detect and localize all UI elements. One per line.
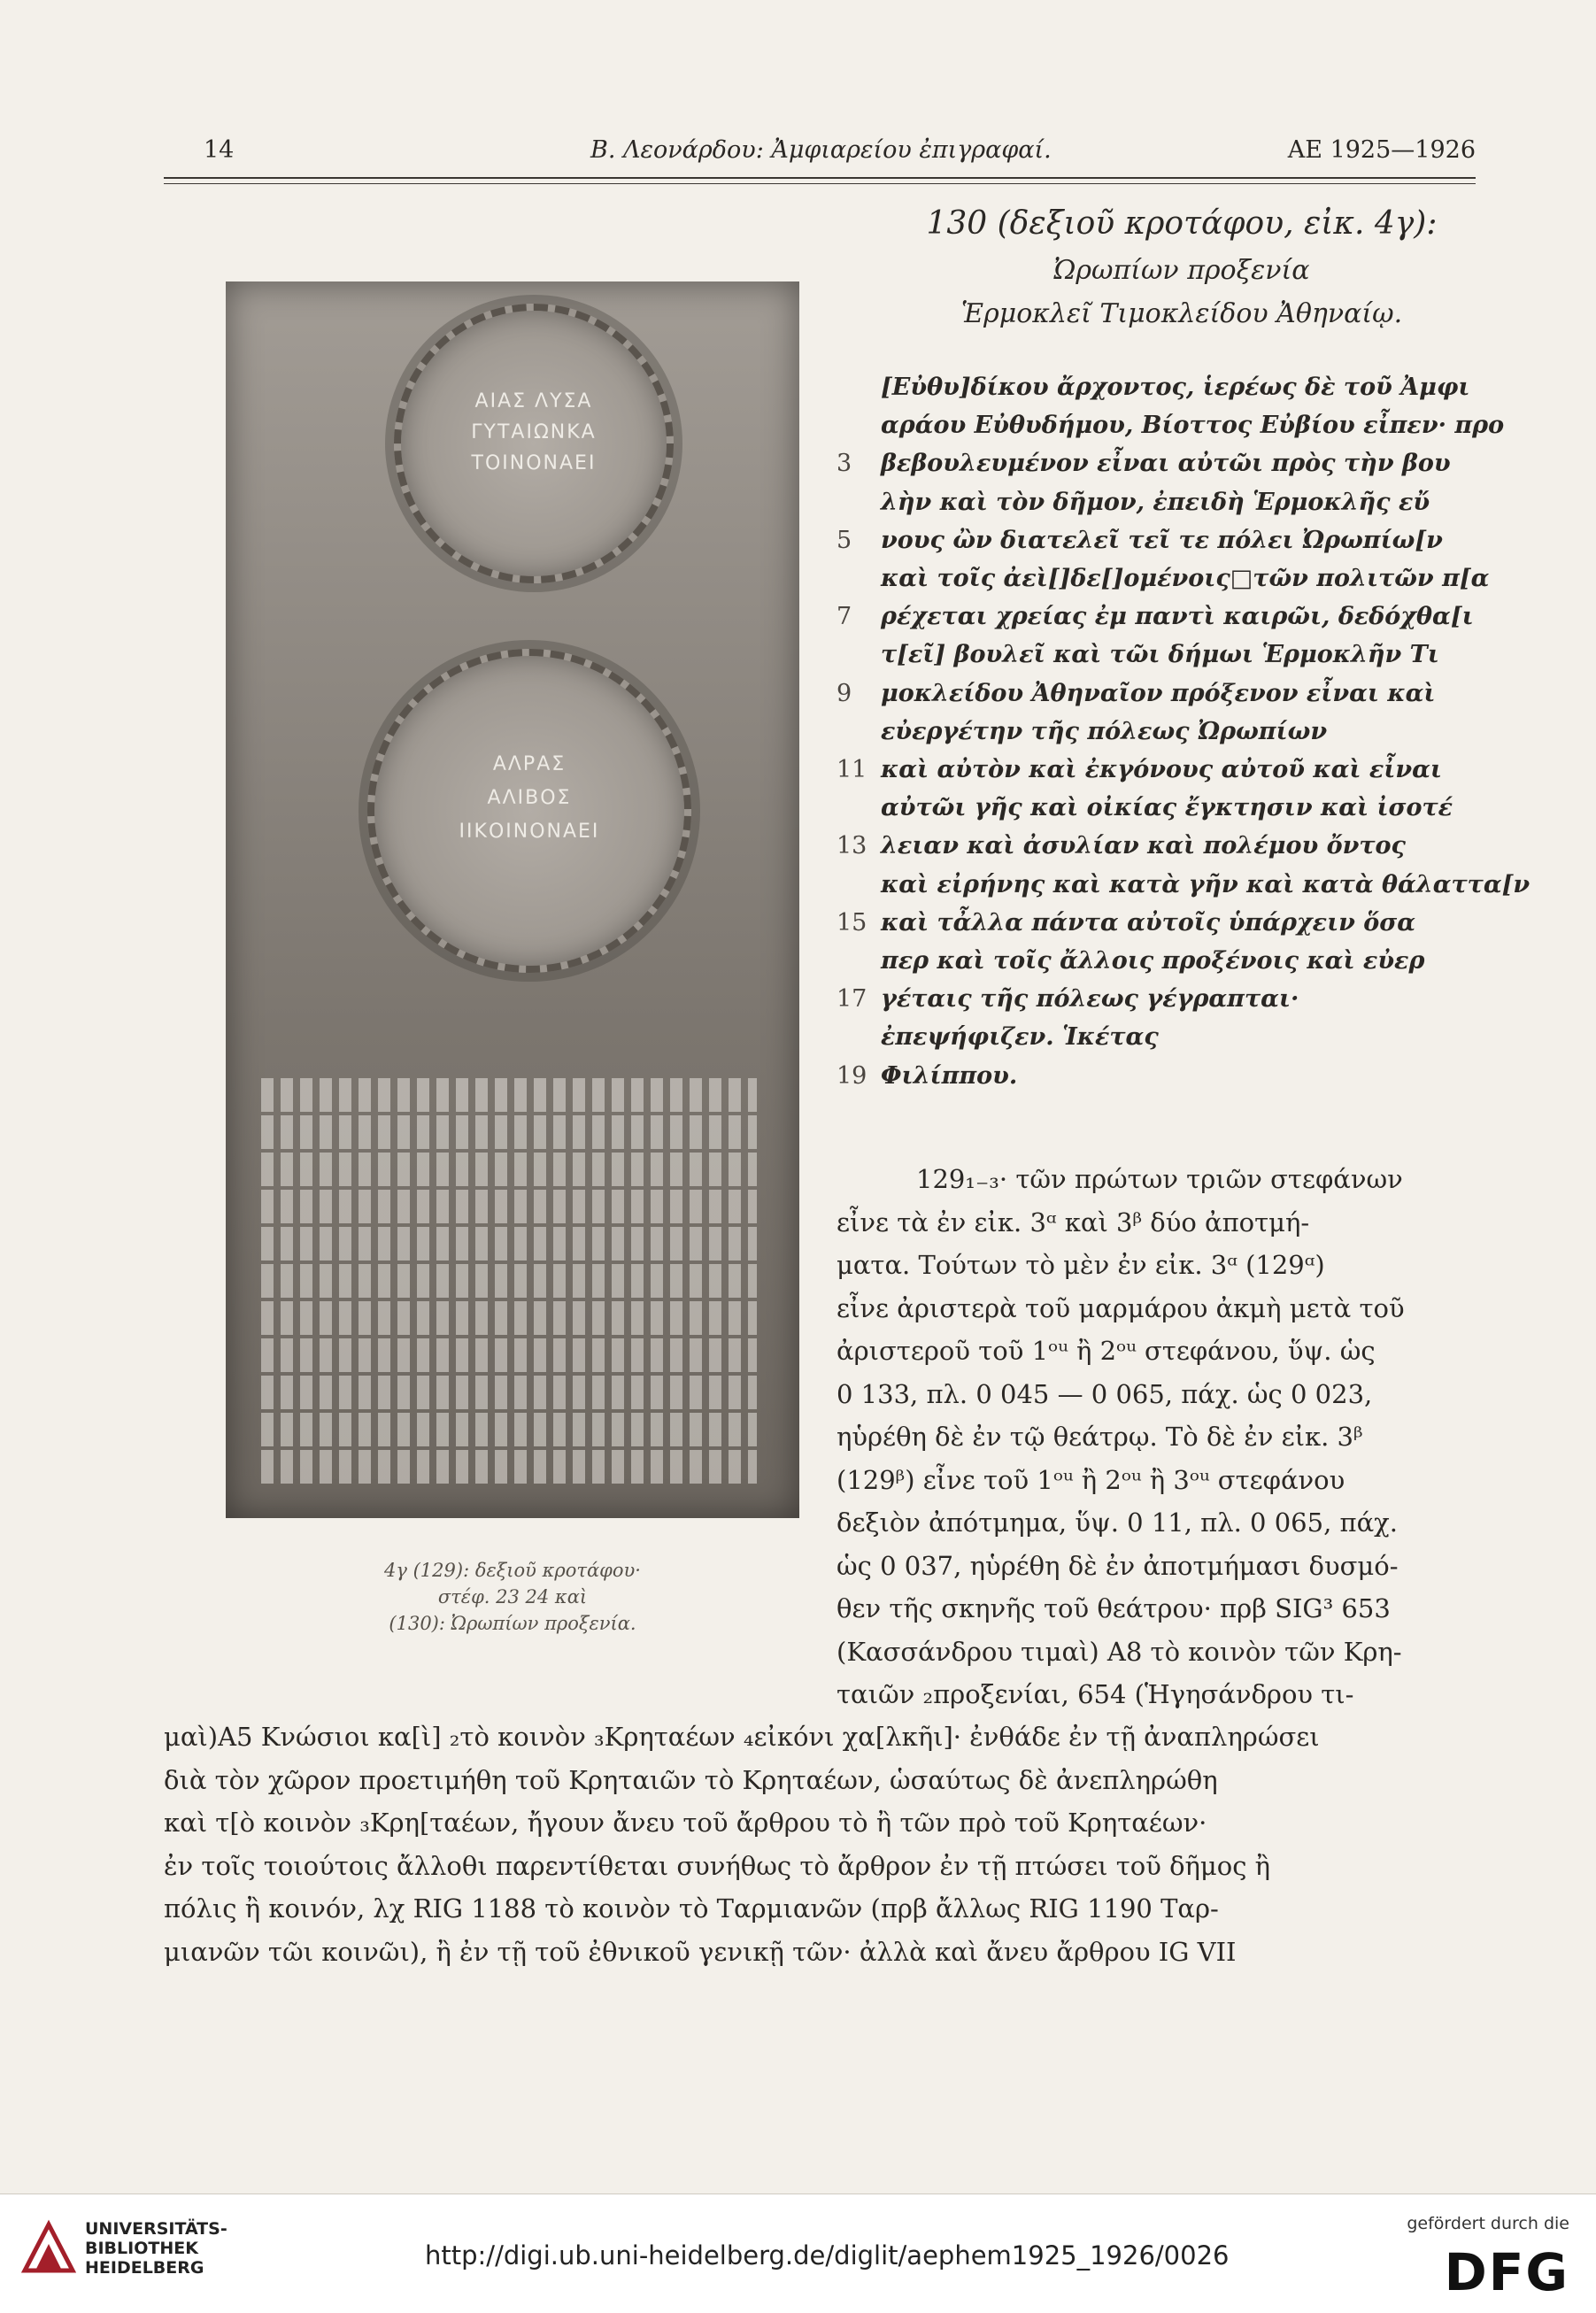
library-name-line: UNIVERSITÄTS- [85, 2219, 227, 2239]
inscription-photograph [226, 281, 799, 1518]
inscription-line-text: τ[εῖ] βουλεῖ καὶ τῶι δήμωι Ἑρμοκλῆν Τι [881, 641, 1439, 669]
inscription-line-text: βεβουλευμένον εἶναι αὐτῶι πρὸς τὴν βου [881, 450, 1451, 478]
inscription-line-text: καὶ αὐτὸν καὶ ἐκγόνους αὐτοῦ καὶ εἶναι [881, 756, 1442, 783]
line-number: 5 [837, 526, 852, 554]
dfg-logo: DFG [1444, 2242, 1569, 2302]
inscription-line [837, 603, 1483, 638]
entry-honoree: Ἑρμοκλεῖ Τιμοκλείδου Ἀθηναίῳ. [960, 298, 1403, 329]
commentary-line: ηὑρέθη δὲ ἐν τῷ θεάτρῳ. Τὸ δὲ ἐν εἰκ. 3ᵝ [837, 1422, 1363, 1452]
wreath-relief-upper [394, 304, 674, 583]
inscription-line-text: περ καὶ τοῖς ἄλλοις προξένοις καὶ εὐερ [881, 947, 1425, 975]
inscription-line-text: ρέχεται χρείας ἐμ παντὶ καιρῶι, δεδόχθα[ι [881, 603, 1474, 631]
line-number: 17 [837, 985, 867, 1014]
inscription-line [837, 756, 1483, 791]
inscription-line [837, 870, 1530, 906]
figure-caption-line: στέφ. 23 24 καὶ [437, 1586, 588, 1608]
line-number: 15 [837, 908, 867, 937]
figure-caption-line: (130): Ὠρωπίων προξενία. [389, 1613, 636, 1634]
commentary-line: ταιῶν ₂προξενίαι, 654 (Ἡγησάνδρου τι- [837, 1679, 1354, 1709]
library-name-line: BIBLIOTHEK [85, 2239, 198, 2258]
commentary-line: καὶ τ[ὸ κοινὸν ₃Κρη[ταέων, ἤγουν ἄνευ τοῦ ἄρθρου τὸ ἢ τῶν πρὸ τοῦ Κρηταέων· [164, 1808, 1207, 1838]
commentary-line: 129₁₋₃· τῶν πρώτων τριῶν στεφάνων [916, 1164, 1403, 1194]
inscription-line [837, 909, 1483, 944]
wreath-inscription-line: ΙΙΚΟΙΝΟΝΑΕΙ [459, 821, 600, 843]
inscription-line [837, 565, 1490, 600]
inscription-line-text: καὶ εἰρήνης καὶ κατὰ γῆν καὶ κατὰ θάλαττα[ν [881, 870, 1530, 898]
commentary-line: ἀριστεροῦ τοῦ 1ᵒᵘ ἢ 2ᵒᵘ στεφάνου, ὕψ. ὡς [837, 1336, 1376, 1366]
commentary-line: μαὶ)A5 Κνώσιοι κα[ὶ] ₂τὸ κοινὸν ₃Κρηταέων ₄εἰκόνι χα[λκῆι]· ἐνθάδε ἐν τῇ ἀναπληρώσει [164, 1722, 1320, 1752]
inscription-line-text: [Εὐθυ]δίκου ἄρχοντος, ἱερέως δὲ τοῦ Ἀμφι [881, 374, 1470, 401]
line-number: 19 [837, 1061, 867, 1090]
inscription-line-text: καὶ τοῖς ἀεὶ[]δε[]ομένοις□τῶν πολιτῶν π[α [881, 565, 1490, 592]
inscription-line [837, 947, 1483, 983]
line-number: 7 [837, 603, 852, 631]
inscription-line [837, 374, 1483, 409]
issue-label: ΑΕ 1925—1926 [1287, 136, 1476, 164]
inscription-line [837, 1023, 1483, 1059]
commentary-line: δεξιὸν ἀπότμημα, ὕψ. 0 11, πλ. 0 065, πάχ. [837, 1507, 1398, 1538]
inscription-line-text: Φιλίππου. [881, 1061, 1018, 1090]
commentary-line: διὰ τὸν χῶρον προετιμήθη τοῦ Κρηταιῶν τὸ Κρηταέων, ὡσαύτως δὲ ἀνεπληρώθη [164, 1764, 1218, 1795]
inscription-line-text: αράου Εὐθυδήμου, Βίοττος Εὐβίου εἶπεν· προ [881, 412, 1505, 440]
inscription-text-lines [261, 1078, 757, 1487]
inscription-line [837, 412, 1505, 447]
commentary-line: (129ᵝ) εἶνε τοῦ 1ᵒᵘ ἢ 2ᵒᵘ ἢ 3ᵒᵘ στεφάνου [837, 1464, 1345, 1495]
commentary-line: ἐν τοῖς τοιούτοις ἄλλοθι παρεντίθεται συνήθως τὸ ἄρθρον ἐν τῇ πτώσει τοῦ δῆμος ἢ [164, 1850, 1271, 1881]
inscription-line [837, 450, 1483, 485]
entry-subheading: Ὠρωπίων προξενία [1053, 255, 1310, 286]
inscription-line [837, 489, 1483, 524]
inscription-line [837, 1062, 1483, 1098]
inscription-line [837, 680, 1483, 715]
inscription-line [837, 985, 1483, 1021]
commentary-line: θεν τῆς σκηνῆς τοῦ θεάτρου· πρβ SIG³ 653 [837, 1593, 1391, 1623]
inscription-line [837, 527, 1483, 562]
commentary-line: πόλις ἢ κοινόν, λχ RIG 1188 τὸ κοινὸν τὸ Ταρμιανῶν (πρβ ἄλλως RIG 1190 Ταρ- [164, 1893, 1219, 1924]
commentary-line: μιανῶν τῶι κοινῶι), ἢ ἐν τῇ τοῦ ἐθνικοῦ γενικῇ τῶν· ἀλλὰ καὶ ἄνευ ἄρθρου IG VII [164, 1936, 1237, 1967]
inscription-line-text: νους ὢν διατελεῖ τεῖ τε πόλει Ὠρωπίω[ν [881, 526, 1443, 554]
line-number: 3 [837, 450, 852, 478]
line-number: 9 [837, 679, 852, 707]
digitization-footer [0, 2193, 1596, 2313]
commentary-line: εἶνε ἀριστερὰ τοῦ μαρμάρου ἀκμὴ μετὰ τοῦ [837, 1292, 1405, 1323]
inscription-line-text: λειαν καὶ ἀσυλίαν καὶ πολέμου ὄντος [881, 832, 1406, 860]
university-library-logo-icon [21, 2219, 76, 2274]
wreath-relief-lower [367, 649, 691, 973]
figure-caption-line: 4γ (129): δεξιοῦ κροτάφου· [384, 1560, 641, 1581]
inscription-line-text: γέταις τῆς πόλεως γέγραπται· [881, 985, 1299, 1014]
line-number: 11 [837, 756, 867, 783]
inscription-line-text: εὐεργέτην τῆς πόλεως Ὠρωπίων [881, 717, 1328, 745]
wreath-inscription-line: ΑΛΡΑΣ [492, 753, 567, 775]
funded-by-label: gefördert durch die [1407, 2214, 1569, 2233]
inscription-line-text: λὴν καὶ τὸν δῆμον, ἐπειδὴ Ἑρμοκλῆς εὔ [881, 488, 1430, 516]
commentary-line: 0 133, πλ. 0 045 — 0 065, πάχ. ὡς 0 023, [837, 1378, 1373, 1409]
line-number: 13 [837, 832, 867, 860]
wreath-inscription-line: ΓΥΤΑΙΩΝΚΑ [471, 421, 597, 443]
running-title: Β. Λεονάρδου: Ἀμφιαρείου ἐπιγραφαί. [590, 136, 1052, 164]
wreath-inscription-line: ΤΟΙΝΟΝΑΕΙ [471, 452, 597, 474]
wreath-inscription-line: ΑΙΑΣ ΛΥΣΑ [474, 390, 593, 412]
wreath-inscription-line: ΑΛΙΒΟΣ [487, 787, 572, 809]
running-header [164, 133, 1476, 168]
inscription-line-text: ἐπεψήφιζεν. Ἱκέτας [881, 1023, 1159, 1052]
inscription-line [837, 794, 1483, 829]
source-url-link[interactable]: http://digi.ub.uni-heidelberg.de/diglit/aephem1925_1926/0026 [425, 2240, 1230, 2271]
inscription-line-text: αὐτῶι γῆς καὶ οἰκίας ἔγκτησιν καὶ ἰσοτέ [881, 794, 1453, 822]
inscription-line [837, 832, 1483, 867]
inscription-line [837, 718, 1483, 753]
inscription-line [837, 641, 1483, 676]
commentary-line: ὡς 0 037, ηὑρέθη δὲ ἐν ἀποτμήμασι δυσμό- [837, 1550, 1399, 1581]
inscription-line-text: μοκλείδου Ἀθηναῖον πρόξενον εἶναι καὶ [881, 679, 1436, 707]
header-rule [164, 177, 1476, 179]
commentary-line: εἶνε τὰ ἐν εἰκ. 3ᵅ καὶ 3ᵝ δύο ἀποτμή- [837, 1207, 1310, 1237]
commentary-line: (Κασσάνδρου τιμαὶ) A8 τὸ κοινὸν τῶν Κρη- [837, 1636, 1402, 1667]
entry-heading: 130 (δεξιοῦ κροτάφου, εἰκ. 4γ): [926, 205, 1438, 242]
page-number: 14 [204, 136, 235, 164]
commentary-line: ματα. Τούτων τὸ μὲν ἐν εἰκ. 3ᵅ (129ᵅ) [837, 1250, 1325, 1280]
library-name-line: HEIDELBERG [85, 2258, 204, 2278]
header-rule-thin [164, 183, 1476, 184]
inscription-line-text: καὶ τἆλλα πάντα αὐτοῖς ὑπάρχειν ὅσα [881, 908, 1415, 937]
library-name [85, 2219, 227, 2278]
